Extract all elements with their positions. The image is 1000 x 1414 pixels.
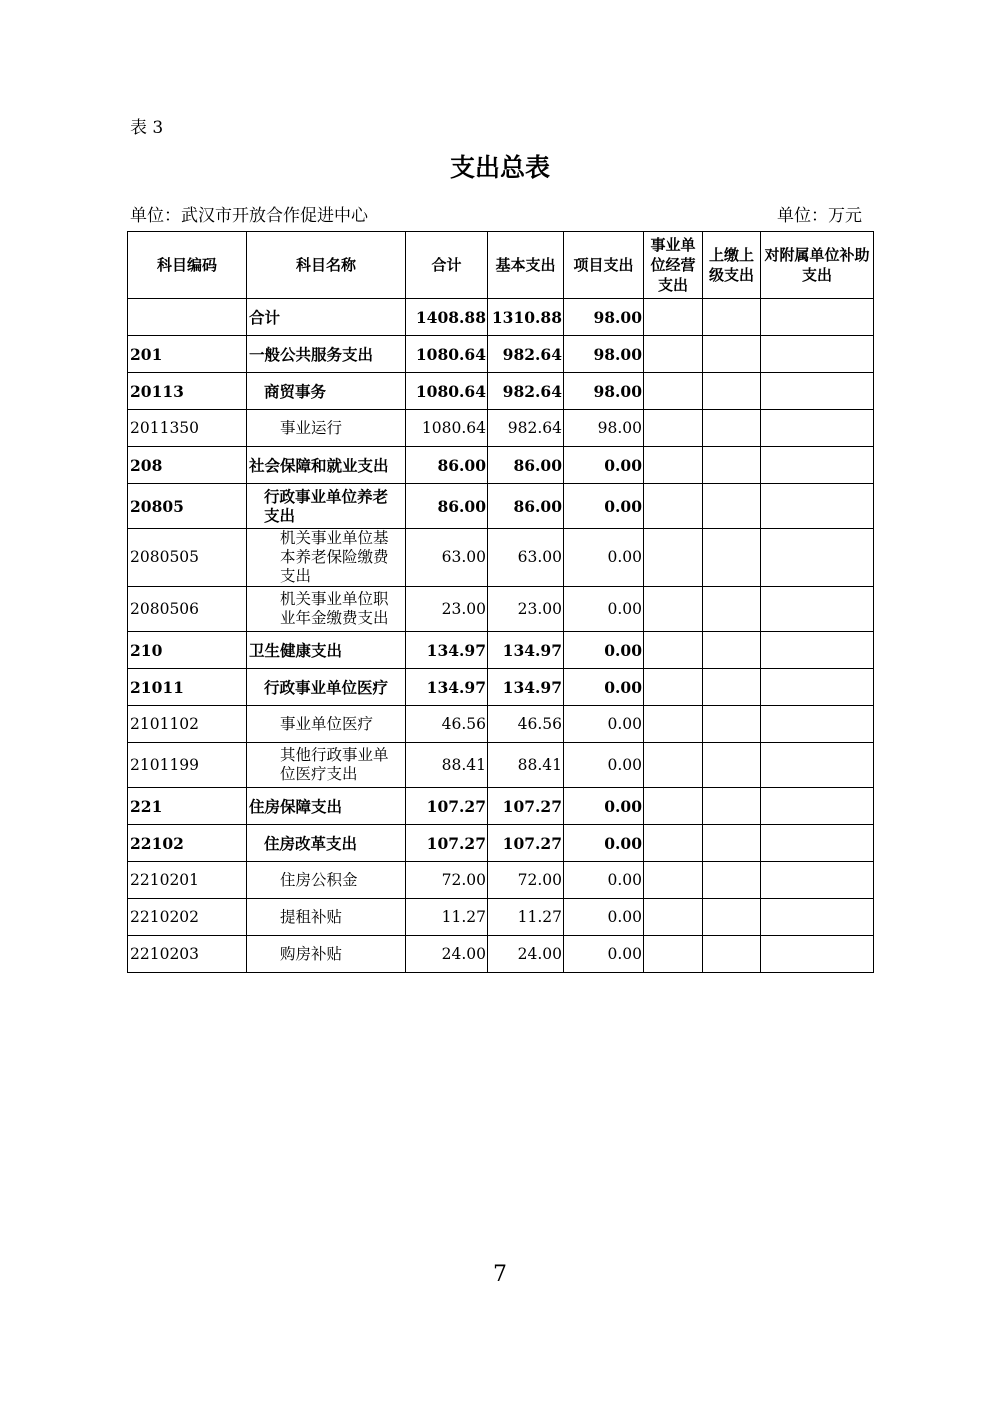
project-expense-cell: 0.00 [564, 936, 644, 973]
column-header: 科目名称 [247, 232, 406, 299]
project-expense-cell: 0.00 [564, 788, 644, 825]
upper-payment-cell [703, 447, 761, 484]
unit-currency: 单位：万元 [777, 206, 862, 226]
column-header: 上缴上级支出 [703, 232, 761, 299]
total-cell: 1408.88 [406, 299, 488, 336]
subject-code-cell: 2101199 [128, 743, 247, 788]
upper-payment-cell [703, 410, 761, 447]
project-expense-cell: 0.00 [564, 706, 644, 743]
total-cell: 24.00 [406, 936, 488, 973]
basic-expense-cell: 107.27 [488, 825, 564, 862]
basic-expense-cell: 46.56 [488, 706, 564, 743]
subsidy-cell [761, 899, 874, 936]
business-expense-cell [644, 936, 703, 973]
table-row [128, 743, 874, 788]
upper-payment-cell [703, 936, 761, 973]
table-row [128, 529, 874, 587]
business-expense-cell [644, 447, 703, 484]
subsidy-cell [761, 788, 874, 825]
subject-name-cell: 事业单位医疗 [247, 706, 406, 743]
project-expense-cell: 0.00 [564, 899, 644, 936]
expenditure-table [127, 231, 874, 973]
subject-code-cell: 2210203 [128, 936, 247, 973]
table-row [128, 936, 874, 973]
project-expense-cell: 0.00 [564, 447, 644, 484]
basic-expense-cell: 86.00 [488, 484, 564, 529]
basic-expense-cell: 88.41 [488, 743, 564, 788]
subsidy-cell [761, 336, 874, 373]
total-cell: 134.97 [406, 632, 488, 669]
subsidy-cell [761, 484, 874, 529]
project-expense-cell: 0.00 [564, 862, 644, 899]
table-row [128, 447, 874, 484]
upper-payment-cell [703, 899, 761, 936]
upper-payment-cell [703, 743, 761, 788]
subsidy-cell [761, 632, 874, 669]
business-expense-cell [644, 788, 703, 825]
project-expense-cell: 98.00 [564, 336, 644, 373]
basic-expense-cell: 72.00 [488, 862, 564, 899]
subsidy-cell [761, 410, 874, 447]
subsidy-cell [761, 587, 874, 632]
subsidy-cell [761, 529, 874, 587]
upper-payment-cell [703, 336, 761, 373]
total-cell: 107.27 [406, 788, 488, 825]
subsidy-cell [761, 299, 874, 336]
subject-code-cell: 2101102 [128, 706, 247, 743]
project-expense-cell: 98.00 [564, 410, 644, 447]
table-row [128, 788, 874, 825]
table-row [128, 825, 874, 862]
project-expense-cell: 98.00 [564, 373, 644, 410]
upper-payment-cell [703, 299, 761, 336]
project-expense-cell: 0.00 [564, 587, 644, 632]
business-expense-cell [644, 899, 703, 936]
total-cell: 72.00 [406, 862, 488, 899]
subject-code-cell: 22102 [128, 825, 247, 862]
column-header: 科目编码 [128, 232, 247, 299]
upper-payment-cell [703, 587, 761, 632]
table-row [128, 587, 874, 632]
total-cell: 23.00 [406, 587, 488, 632]
subject-name-cell: 其他行政事业单位医疗支出 [247, 743, 406, 788]
basic-expense-cell: 86.00 [488, 447, 564, 484]
project-expense-cell: 0.00 [564, 484, 644, 529]
subject-name-cell: 行政事业单位养老支出 [247, 484, 406, 529]
table-row [128, 484, 874, 529]
upper-payment-cell [703, 484, 761, 529]
subject-name-cell: 住房公积金 [247, 862, 406, 899]
column-header: 对附属单位补助支出 [761, 232, 874, 299]
table-row [128, 899, 874, 936]
upper-payment-cell [703, 669, 761, 706]
column-header: 项目支出 [564, 232, 644, 299]
total-cell: 63.00 [406, 529, 488, 587]
basic-expense-cell: 63.00 [488, 529, 564, 587]
total-cell: 86.00 [406, 447, 488, 484]
project-expense-cell: 0.00 [564, 825, 644, 862]
business-expense-cell [644, 373, 703, 410]
basic-expense-cell: 11.27 [488, 899, 564, 936]
table-row [128, 299, 874, 336]
subject-name-cell: 行政事业单位医疗 [247, 669, 406, 706]
table-row [128, 706, 874, 743]
upper-payment-cell [703, 529, 761, 587]
subject-code-cell: 2210202 [128, 899, 247, 936]
table-row [128, 336, 874, 373]
table-row [128, 669, 874, 706]
subject-code-cell [128, 299, 247, 336]
business-expense-cell [644, 669, 703, 706]
business-expense-cell [644, 706, 703, 743]
subsidy-cell [761, 373, 874, 410]
subject-code-cell: 208 [128, 447, 247, 484]
subsidy-cell [761, 706, 874, 743]
business-expense-cell [644, 743, 703, 788]
project-expense-cell: 98.00 [564, 299, 644, 336]
subject-code-cell: 21011 [128, 669, 247, 706]
subject-name-cell: 住房改革支出 [247, 825, 406, 862]
upper-payment-cell [703, 788, 761, 825]
total-cell: 1080.64 [406, 373, 488, 410]
project-expense-cell: 0.00 [564, 529, 644, 587]
subject-code-cell: 2080505 [128, 529, 247, 587]
subsidy-cell [761, 936, 874, 973]
total-cell: 134.97 [406, 669, 488, 706]
column-header: 事业单位经营支出 [644, 232, 703, 299]
basic-expense-cell: 134.97 [488, 632, 564, 669]
subject-code-cell: 221 [128, 788, 247, 825]
page-number: 7 [493, 1262, 507, 1287]
subsidy-cell [761, 447, 874, 484]
basic-expense-cell: 134.97 [488, 669, 564, 706]
project-expense-cell: 0.00 [564, 669, 644, 706]
subject-code-cell: 210 [128, 632, 247, 669]
subject-code-cell: 2080506 [128, 587, 247, 632]
subject-name-cell: 住房保障支出 [247, 788, 406, 825]
table-row [128, 632, 874, 669]
business-expense-cell [644, 484, 703, 529]
subject-code-cell: 2210201 [128, 862, 247, 899]
project-expense-cell: 0.00 [564, 632, 644, 669]
subject-code-cell: 2011350 [128, 410, 247, 447]
subject-name-cell: 一般公共服务支出 [247, 336, 406, 373]
subject-name-cell: 提租补贴 [247, 899, 406, 936]
subject-code-cell: 20805 [128, 484, 247, 529]
upper-payment-cell [703, 862, 761, 899]
basic-expense-cell: 982.64 [488, 410, 564, 447]
business-expense-cell [644, 336, 703, 373]
subject-name-cell: 购房补贴 [247, 936, 406, 973]
subject-name-cell: 机关事业单位基本养老保险缴费支出 [247, 529, 406, 587]
subject-name-cell: 卫生健康支出 [247, 632, 406, 669]
subsidy-cell [761, 669, 874, 706]
upper-payment-cell [703, 706, 761, 743]
business-expense-cell [644, 587, 703, 632]
total-cell: 46.56 [406, 706, 488, 743]
basic-expense-cell: 23.00 [488, 587, 564, 632]
page-title: 支出总表 [449, 153, 550, 182]
subject-name-cell: 商贸事务 [247, 373, 406, 410]
table-label: 表 3 [130, 118, 164, 138]
upper-payment-cell [703, 825, 761, 862]
subject-name-cell: 社会保障和就业支出 [247, 447, 406, 484]
subject-name-cell: 事业运行 [247, 410, 406, 447]
subject-code-cell: 20113 [128, 373, 247, 410]
table-row [128, 410, 874, 447]
basic-expense-cell: 24.00 [488, 936, 564, 973]
table-row [128, 373, 874, 410]
total-cell: 1080.64 [406, 410, 488, 447]
business-expense-cell [644, 825, 703, 862]
basic-expense-cell: 982.64 [488, 373, 564, 410]
table-row [128, 862, 874, 899]
upper-payment-cell [703, 632, 761, 669]
project-expense-cell: 0.00 [564, 743, 644, 788]
subsidy-cell [761, 825, 874, 862]
unit-organization: 单位：武汉市开放合作促进中心 [130, 206, 368, 226]
business-expense-cell [644, 299, 703, 336]
basic-expense-cell: 1310.88 [488, 299, 564, 336]
total-cell: 107.27 [406, 825, 488, 862]
total-cell: 86.00 [406, 484, 488, 529]
basic-expense-cell: 982.64 [488, 336, 564, 373]
subject-name-cell: 合计 [247, 299, 406, 336]
subsidy-cell [761, 743, 874, 788]
business-expense-cell [644, 632, 703, 669]
business-expense-cell [644, 410, 703, 447]
subject-code-cell: 201 [128, 336, 247, 373]
subsidy-cell [761, 862, 874, 899]
total-cell: 88.41 [406, 743, 488, 788]
table-header-row [128, 232, 874, 299]
total-cell: 1080.64 [406, 336, 488, 373]
total-cell: 11.27 [406, 899, 488, 936]
column-header: 基本支出 [488, 232, 564, 299]
column-header: 合计 [406, 232, 488, 299]
subject-name-cell: 机关事业单位职业年金缴费支出 [247, 587, 406, 632]
upper-payment-cell [703, 373, 761, 410]
business-expense-cell [644, 529, 703, 587]
business-expense-cell [644, 862, 703, 899]
basic-expense-cell: 107.27 [488, 788, 564, 825]
